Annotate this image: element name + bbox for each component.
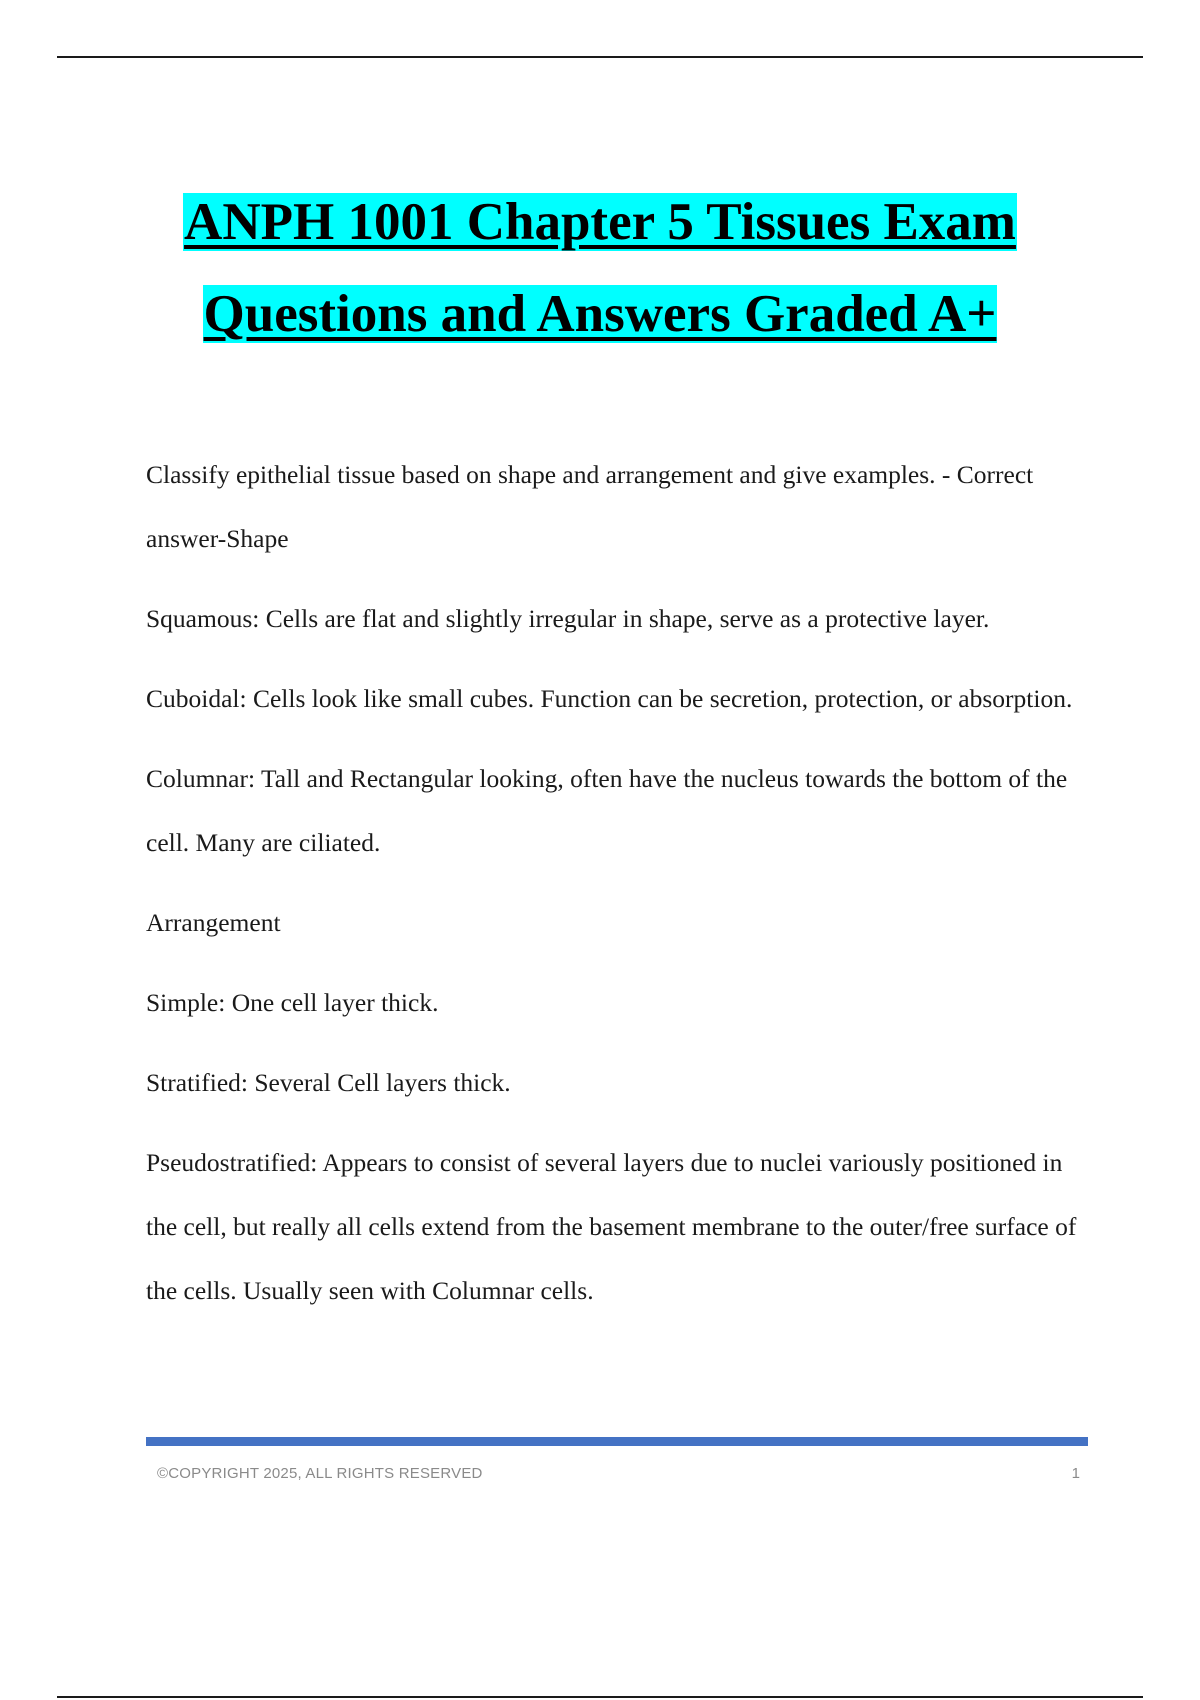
title-line-1 [0, 176, 1200, 268]
squamous-paragraph: Squamous: Cells are flat and slightly irregular in shape, serve as a protective layer. [146, 604, 990, 633]
document-body [146, 443, 1096, 1339]
columnar-paragraph: Columnar: Tall and Rectangular looking, often have the nucleus towards the bottom of the cell. Many are ciliated. [146, 764, 1068, 857]
pseudostratified-paragraph: Pseudostratified: Appears to consist of several layers due to nuclei variously positioned in the cell, but really all cells extend from the basement membrane to the outer/free surface of the cells. Usually seen with Columnar cells. [146, 1148, 1077, 1305]
bottom-rule [57, 1696, 1143, 1698]
arrangement-heading: Arrangement [146, 908, 281, 937]
question-paragraph: Classify epithelial tissue based on shape and arrangement and give examples. - Correct answer-Shape [146, 460, 1034, 553]
footer-bar [146, 1437, 1088, 1446]
cuboidal-paragraph: Cuboidal: Cells look like small cubes. Function can be secretion, protection, or absorption. [146, 684, 1073, 713]
title-line-2 [0, 268, 1200, 360]
stratified-paragraph: Stratified: Several Cell layers thick. [146, 1068, 511, 1097]
document-title [0, 176, 1200, 360]
page-number: 1 [1071, 1465, 1080, 1482]
title-text-2: Questions and Answers Graded A+ [203, 285, 997, 343]
title-text-1: ANPH 1001 Chapter 5 Tissues Exam [184, 193, 1016, 251]
top-rule [57, 56, 1143, 58]
simple-paragraph: Simple: One cell layer thick. [146, 988, 439, 1017]
footer-copyright: ©COPYRIGHT 2025, ALL RIGHTS RESERVED [157, 1465, 483, 1482]
